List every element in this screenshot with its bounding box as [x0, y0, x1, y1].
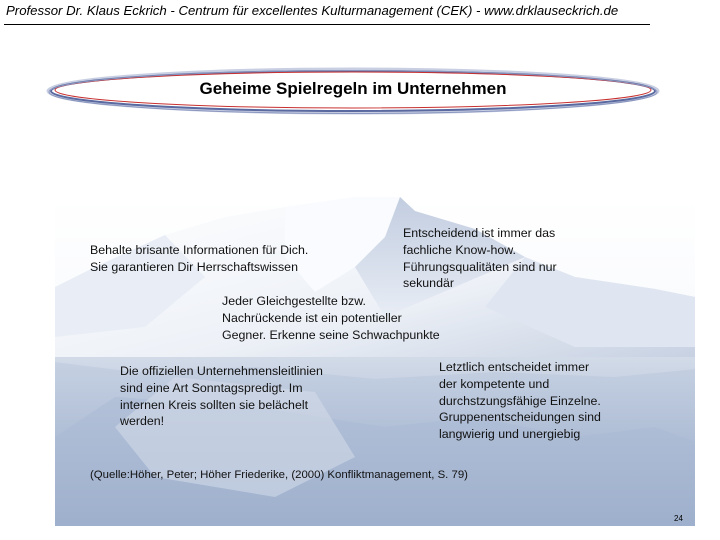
textblock-line: Die offiziellen Unternehmensleitlinien: [120, 364, 323, 378]
textblock-line: Führungsqualitäten sind nur: [403, 259, 557, 274]
textblock-letztlich: [439, 359, 601, 443]
textblock-line: Sie garantieren Dir Herrschaftswissen: [90, 259, 298, 274]
textblock-line: Letztlich entscheidet immer: [439, 360, 590, 374]
textblock-gleichgestellte: [222, 293, 440, 343]
textblock-line: internen Kreis sollten sie belächelt: [120, 397, 309, 412]
page-number: 24: [674, 514, 683, 523]
textblock-line: werden!: [120, 414, 165, 429]
textblock-line: Behalte brisante Informationen für Dich.: [90, 243, 309, 257]
source-citation: (Quelle:Höher, Peter; Höher Friederike, (2000) Konfliktmanagement, S. 79): [90, 469, 468, 481]
textblock-line: der kompetente und: [439, 376, 550, 391]
header-title: Professor Dr. Klaus Eckrich - Centrum für excellentes Kulturmanagement (CEK) - www.drklauseckrich.de: [6, 3, 619, 18]
textblock-line: Jeder Gleichgestellte bzw.: [222, 294, 366, 308]
textblock-line: sind eine Art Sonntagspredigt. Im: [120, 380, 303, 395]
textblock-line: Entscheidend ist immer das: [403, 226, 556, 240]
textblock-line: Gruppenentscheidungen sind: [439, 410, 601, 425]
textblock-line: Nachrückende ist ein potentieller: [222, 310, 402, 325]
textblock-behalte: [90, 242, 308, 276]
page-title: Geheime Spielregeln im Unternehmen: [199, 79, 507, 98]
header-divider: [4, 24, 650, 25]
textblock-entscheidend: [403, 225, 557, 292]
textblock-line: durchstzungsfähige Einzelne.: [439, 393, 601, 408]
textblock-line: langwierig und unergiebig: [439, 427, 581, 442]
textblock-leitlinien: [120, 363, 323, 430]
textblock-line: fachliche Know-how.: [403, 242, 516, 257]
textblock-line: sekundär: [403, 276, 454, 291]
textblock-line: Gegner. Erkenne seine Schwachpunkte: [222, 327, 440, 342]
